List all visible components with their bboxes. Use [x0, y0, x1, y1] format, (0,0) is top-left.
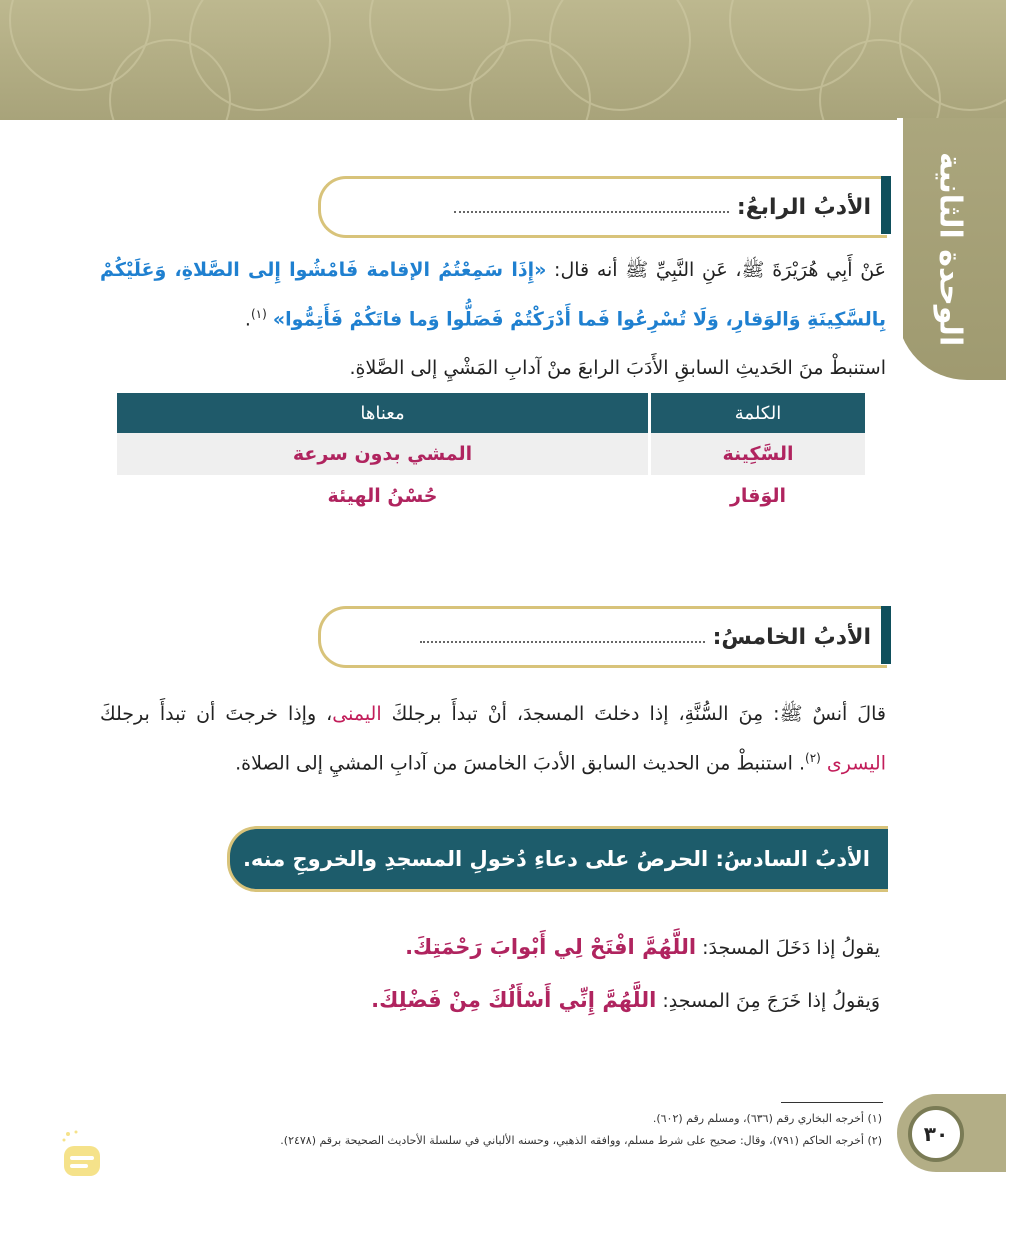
section4-hadith: عَنْ أَبِي هُرَيْرَةَ ﷺ، عَنِ النَّبِيِّ ﷺ أنه قال: «إِذَا سَمِعْتُمُ الإقامة فَامْشُوا إِلى الصَّلاةِ، وَعَلَيْكُمْ بِالسَّكِينَةِ وَالوَقارِ، وَلَا تُسْرِعُوا فَما أَدْرَكْتُمْ فَصَلُّوا وَما فاتَكُمْ فَأَتِمُّوا» $^{(١)}$.: [100, 259, 886, 331]
dua-text: اللَّهُمَّ افْتَحْ لِي أَبْوابَ رَحْمَتِكَ.: [405, 935, 697, 959]
publisher-logo: [56, 1128, 106, 1183]
section6-title: الأدبُ السادسُ: الحرصُ على دعاءِ دُخولِ المسجدِ والخروجِ منه.: [242, 847, 870, 871]
unit-side-tab: [897, 118, 1006, 380]
text-part: ، وإذا خرجتَ أن تبدأَ برجلكَ: [100, 703, 333, 725]
section5-title: الأدبُ الخامسُ:: [712, 624, 871, 650]
header-word: الكلمة: [651, 393, 865, 433]
fill-in-line: [454, 201, 729, 213]
section6-heading: [227, 826, 888, 892]
unit-title: الوحدة الثانية: [932, 151, 968, 347]
header-meaning: معناها: [117, 393, 648, 433]
section4-instruction: استنبطْ منَ الحَديثِ السابقِ الأَدَبَ الرابعَ منْ آدابِ المَشْيِ إلى الصَّلاةِ.: [349, 357, 886, 379]
table-header: [117, 393, 865, 433]
vocabulary-table: [114, 393, 868, 517]
dua-leaving: [300, 988, 880, 1012]
highlight-right: اليمنى: [332, 703, 382, 725]
hadith-text: «إِذَا سَمِعْتُمُ الإقامة فَامْشُوا إِلى الصَّلاةِ، وَعَلَيْكُمْ بِالسَّكِينَةِ وَالوَقارِ، وَلَا تُسْرِعُوا فَما أَدْرَكْتُمْ فَصَلُّوا وَما فاتَكُمْ فَأَتِمُّوا»: [100, 259, 886, 331]
footnote-mark-2: (٢): [805, 751, 821, 765]
table-row: [117, 475, 865, 517]
footnote-separator: [781, 1102, 883, 1103]
pattern-decoration: [0, 0, 1006, 120]
section4-title: الأدبُ الرابعُ:: [736, 194, 871, 220]
footnote-2: (٢) أخرجه الحاكم (٧٩١)، وقال: صحيح على شرط مسلم، ووافقه الذهبي، وحسنه الألباني في سلسلة الأحاديث الصحيحة برقم (٢٤٧٨).: [280, 1134, 882, 1147]
footnote-mark-1: (١): [250, 307, 267, 321]
section5-heading: [318, 606, 887, 668]
section5-text: [100, 692, 886, 785]
word-cell: الوَقار: [729, 485, 787, 507]
text-part: . استنبطْ من الحديث السابق الأدبَ الخامسَ من آدابِ المشيِ إلى الصلاة.: [235, 752, 806, 775]
section4-heading: [318, 176, 887, 238]
dua-intro: يقولُ إذا دَخَلَ المسجدَ:: [696, 937, 880, 959]
side-tab-divider: [897, 118, 903, 380]
fill-in-line: [420, 631, 705, 643]
heading-accent-bar: [881, 606, 891, 664]
highlight-left: اليسرى: [826, 752, 886, 775]
top-banner: [0, 0, 1006, 120]
hadith-intro: عَنْ أَبِي هُرَيْرَةَ ﷺ، عَنِ النَّبِيِّ ﷺ أنه قال:: [546, 259, 886, 281]
page-number: ٣٠: [908, 1106, 964, 1162]
heading-accent-bar: [881, 176, 891, 234]
dua-text: اللَّهُمَّ إِنِّي أَسْأَلُكَ مِنْ فَضْلِكَ.: [371, 988, 657, 1012]
meaning-cell: المشي بدون سرعة: [117, 433, 648, 475]
word-cell: السَّكِينة: [651, 433, 865, 475]
meaning-cell: حُسْنُ الهيئة: [327, 485, 438, 507]
table-row: [117, 433, 865, 475]
dua-intro: وَيقولُ إذا خَرَجَ مِنَ المسجدِ:: [656, 990, 880, 1012]
dua-entering: [300, 935, 880, 959]
footnote-1: (١) أخرجه البخاري رقم (٦٣٦)، ومسلم رقم (٦٠٢).: [652, 1112, 882, 1125]
text-part: قالَ أنسٌ ﷺ: مِنَ السُّنَّةِ، إذا دخلتَ المسجدَ، أنْ تبدأَ برجلكَ: [381, 703, 886, 725]
